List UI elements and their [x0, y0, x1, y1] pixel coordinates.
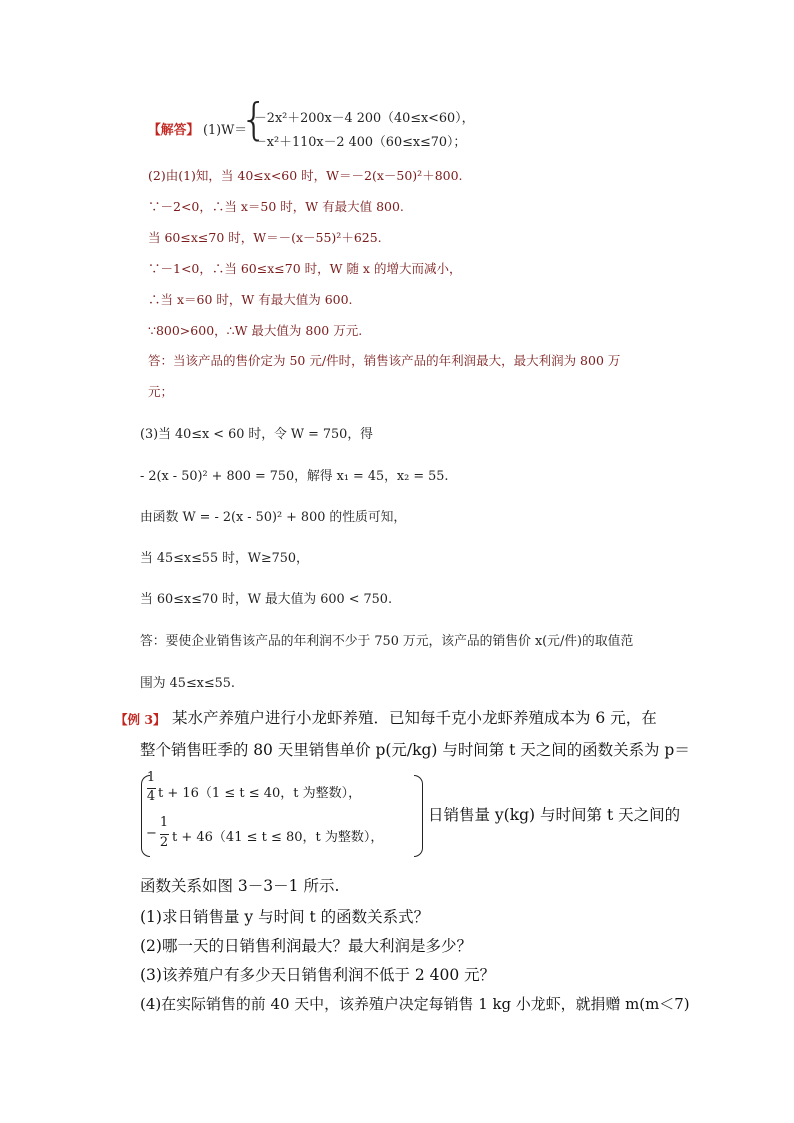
part1-prefix: (1)W＝: [203, 123, 248, 138]
part1-case-1: －2x²＋200x－4 200（40≤x<60），: [254, 111, 475, 126]
question-1: (1)求日销售量 y 与时间 t 的函数关系式？: [140, 908, 430, 926]
example-line-3: 日销售量 y(kg) 与时间第 t 天之间的: [428, 806, 681, 824]
part3-line: - 2(x - 50)² + 800 = 750，解得 x₁ = 45，x₂ = 55.: [140, 469, 449, 484]
part2-line: ∵800>600，∴W 最大值为 800 万元.: [148, 323, 363, 338]
part2-line: ∵－1<0，∴当 60≤x≤70 时，W 随 x 的增大而减小，: [148, 261, 462, 276]
part2-answer-line: 答：当该产品的售价定为 50 元/件时，销售该产品的年利润最大，最大利润为 800 万: [148, 353, 621, 368]
part2-answer-line: 元；: [148, 384, 174, 399]
example-line-1: 某水产养殖户进行小龙虾养殖．已知每千克小龙虾养殖成本为 6 元，在: [172, 709, 657, 727]
fraction-2-sign: −: [146, 826, 157, 841]
piecewise-brace: {: [240, 94, 268, 145]
solution-label: 【解答】: [148, 123, 200, 138]
part2-line: (2)由(1)知，当 40≤x<60 时，W＝－2(x－50)²＋800.: [148, 168, 463, 183]
fraction-2-denominator: 2: [159, 835, 169, 850]
part3-line: 当 60≤x≤70 时，W 最大值为 600 < 750.: [140, 592, 393, 607]
question-3: (3)该养殖户有多少天日销售利润不低于 2 400 元？: [140, 966, 496, 984]
example-line-4: 函数关系如图 3－3－1 所示.: [140, 877, 340, 895]
part2-line: ∴当 x＝60 时，W 有最大值为 600.: [148, 292, 353, 307]
part2-line: 当 60≤x≤70 时，W＝－(x－55)²＋625.: [148, 230, 382, 245]
piecewise-case-1: t + 16（1 ≤ t ≤ 40，t 为整数），: [158, 786, 362, 801]
piecewise-right-brace: [414, 775, 423, 857]
part3-line: (3)当 40≤x < 60 时，令 W = 750，得: [140, 427, 373, 442]
fraction-2-numerator: 1: [159, 815, 169, 830]
example-line-2: 整个销售旺季的 80 天里销售单价 p(元/kg) 与时间第 t 天之间的函数关系为 p＝: [140, 741, 690, 759]
question-4: (4)在实际销售的前 40 天中，该养殖户决定每销售 1 kg 小龙虾，就捐赠 m(m＜7): [140, 995, 690, 1013]
example-label: 【例 3】: [115, 712, 166, 727]
part1-case-2: －x²＋110x－2 400（60≤x≤70）；: [254, 135, 467, 150]
fraction-1-numerator: 1: [146, 770, 156, 785]
part3-answer-line: 围为 45≤x≤55.: [140, 676, 235, 691]
part3-answer-line: 答：要使企业销售该产品的年利润不少于 750 万元，该产品的销售价 x(元/件)的取值范: [140, 634, 634, 649]
piecewise-case-2: t + 46（41 ≤ t ≤ 80，t 为整数），: [172, 830, 384, 845]
part2-line: ∵－2<0，∴当 x＝50 时，W 有最大值 800.: [148, 199, 404, 214]
fraction-1-denominator: 4: [146, 789, 156, 804]
part3-line: 当 45≤x≤55 时，W≥750，: [140, 551, 309, 566]
question-2: (2)哪一天的日销售利润最大？最大利润是多少？: [140, 937, 472, 955]
part3-line: 由函数 W = - 2(x - 50)² + 800 的性质可知，: [140, 510, 407, 525]
